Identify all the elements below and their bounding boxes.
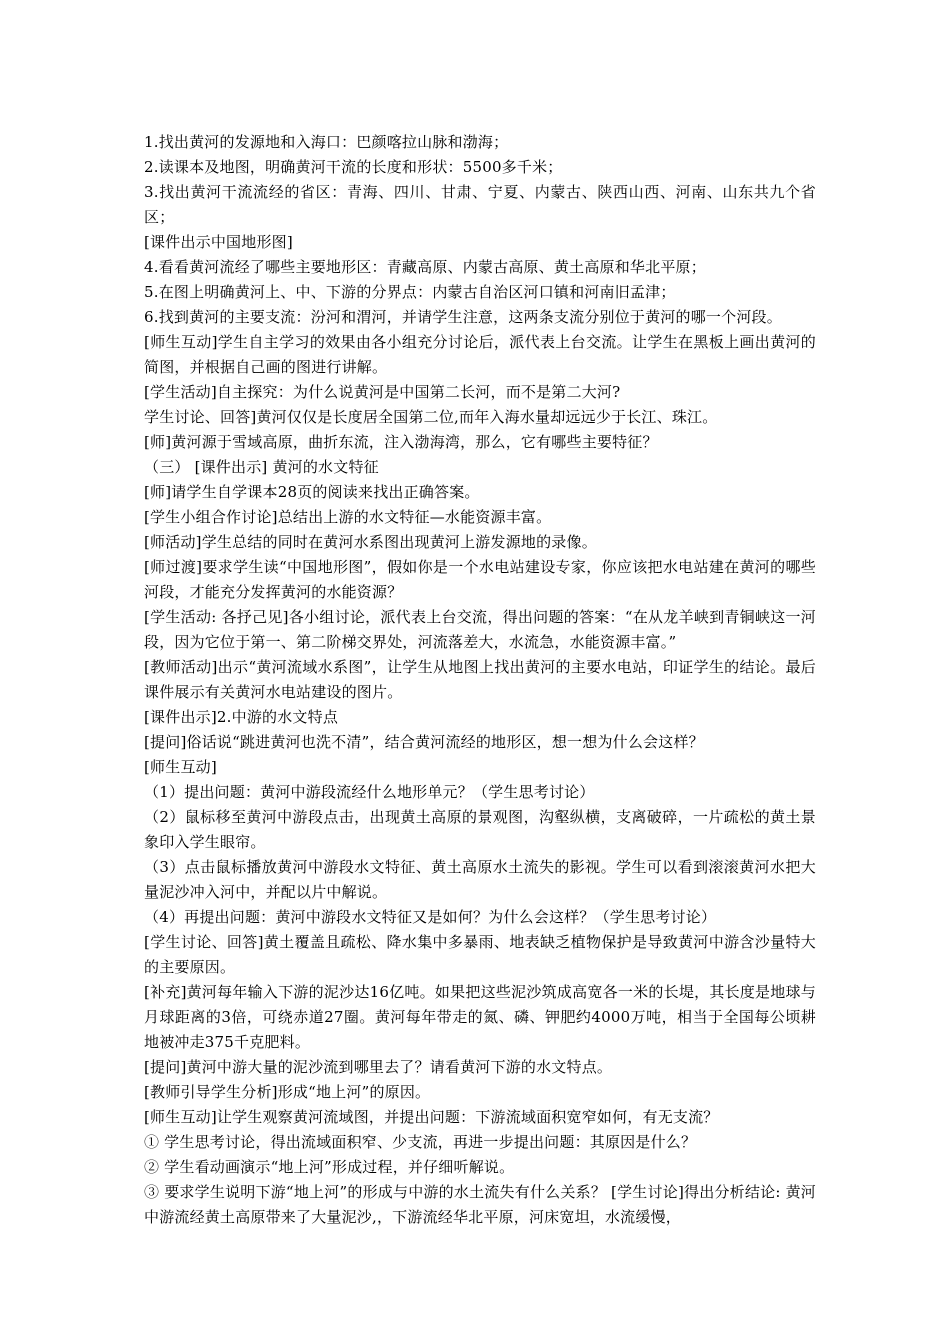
paragraph: 2.读课本及地图，明确黄河干流的长度和形状：5500多千米； xyxy=(144,158,563,176)
paragraph: [补充]黄河每年输入下游的泥沙达16亿吨。如果把这些泥沙筑成高宽各一米的长堤，其长度是地球与月球距离的3倍，可绕赤道27圈。黄河每年带走的氮、磷、钾肥约4000万吨，相当于全国每公顷耕地被冲走375千克肥料。 xyxy=(144,983,816,1051)
paragraph: ② 学生看动画演示“地上河”形成过程，并仔细听解说。 xyxy=(144,1158,515,1176)
paragraph: ③ 要求学生说明下游“地上河”的形成与中游的水土流失有什么关系？ [学生讨论]得出分析结论: 黄河中游流经黄土高原带来了大量泥沙,，下游流经华北平原，河床宽坦，水流缓慢， xyxy=(144,1183,816,1226)
paragraph: [师生互动] xyxy=(144,758,217,776)
paragraph: （4）再提出问题：黄河中游段水文特征又是如何？为什么会这样？（学生思考讨论） xyxy=(144,908,717,926)
paragraph: [学生活动: 各抒己见]各小组讨论，派代表上台交流，得出问题的答案：“在从龙羊峡到青铜峡这一河段，因为它位于第一、第二阶梯交界处，河流落差大，水流急，水能资源丰富。” xyxy=(144,608,816,651)
paragraph: [学生讨论、回答]黄土覆盖且疏松、降水集中多暴雨、地表缺乏植物保护是导致黄河中游含沙量特大的主要原因。 xyxy=(144,933,816,976)
paragraph: [教师引导学生分析]形成“地上河”的原因。 xyxy=(144,1083,431,1101)
paragraph: [提问]黄河中游大量的泥沙流到哪里去了？请看黄河下游的水文特点。 xyxy=(144,1058,613,1076)
paragraph: [师生互动]学生自主学习的效果由各小组充分讨论后，派代表上台交流。让学生在黑板上画出黄河的简图，并根据自己画的图进行讲解。 xyxy=(144,333,816,376)
paragraph: [提问]俗话说“跳进黄河也洗不清”，结合黄河流经的地形区，想一想为什么会这样？ xyxy=(144,733,704,751)
paragraph: ① 学生思考讨论，得出流域面积窄、少支流，再进一步提出问题：其原因是什么？ xyxy=(144,1133,697,1151)
paragraph: （1）提出问题：黄河中游段流经什么地形单元？（学生思考讨论） xyxy=(144,783,595,801)
paragraph: [教师活动]出示“黄河流域水系图”，让学生从地图上找出黄河的主要水电站，印证学生的结论。最后课件展示有关黄河水电站建设的图片。 xyxy=(144,658,816,701)
paragraph: 3.找出黄河干流流经的省区：青海、四川、甘肃、宁夏、内蒙古、陕西山西、河南、山东共九个省区； xyxy=(144,183,816,226)
paragraph: 4.看看黄河流经了哪些主要地形区：青藏高原、内蒙古高原、黄土高原和华北平原； xyxy=(144,258,706,276)
paragraph: [师]请学生自学课本28页的阅读来找出正确答案。 xyxy=(144,483,480,501)
section-heading: （三） [课件出示] 黄河的水文特征 xyxy=(144,458,379,476)
paragraph: [师生互动]让学生观察黄河流域图，并提出问题：下游流域面积宽窄如何，有无支流？ xyxy=(144,1108,719,1126)
document-body xyxy=(144,130,816,1230)
paragraph: [师]黄河源于雪域高原，曲折东流，注入渤海湾，那么，它有哪些主要特征？ xyxy=(144,433,658,451)
paragraph: （2）鼠标移至黄河中游段点击，出现黄土高原的景观图，沟壑纵横，支离破碎，一片疏松的黄土景象印入学生眼帘。 xyxy=(144,808,816,851)
paragraph: [课件出示]2.中游的水文特点 xyxy=(144,708,339,726)
paragraph: 5.在图上明确黄河上、中、下游的分界点：内蒙古自治区河口镇和河南旧孟津； xyxy=(144,283,676,301)
paragraph: [师过渡]要求学生读“中国地形图”，假如你是一个水电站建设专家，你应该把水电站建在黄河的哪些河段，才能充分发挥黄河的水能资源？ xyxy=(144,558,816,601)
paragraph: 6.找到黄河的主要支流：汾河和渭河，并请学生注意，这两条支流分别位于黄河的哪一个河段。 xyxy=(144,308,782,326)
paragraph: [课件出示中国地形图] xyxy=(144,233,293,251)
paragraph: 学生讨论、回答]黄河仅仅是长度居全国第二位,而年入海水量却远远少于长江、珠江。 xyxy=(144,408,718,426)
paragraph: [学生小组合作讨论]总结出上游的水文特征—水能资源丰富。 xyxy=(144,508,552,526)
paragraph: [师活动]学生总结的同时在黄河水系图出现黄河上游发源地的录像。 xyxy=(144,533,597,551)
paragraph: [学生活动]自主探究：为什么说黄河是中国第二长河，而不是第二大河? xyxy=(144,383,621,401)
paragraph: 1.找出黄河的发源地和入海口：巴颜喀拉山脉和渤海； xyxy=(144,133,509,151)
paragraph: （3）点击鼠标播放黄河中游段水文特征、黄土高原水土流失的影视。学生可以看到滚滚黄河水把大量泥沙冲入河中，并配以片中解说。 xyxy=(144,858,816,901)
